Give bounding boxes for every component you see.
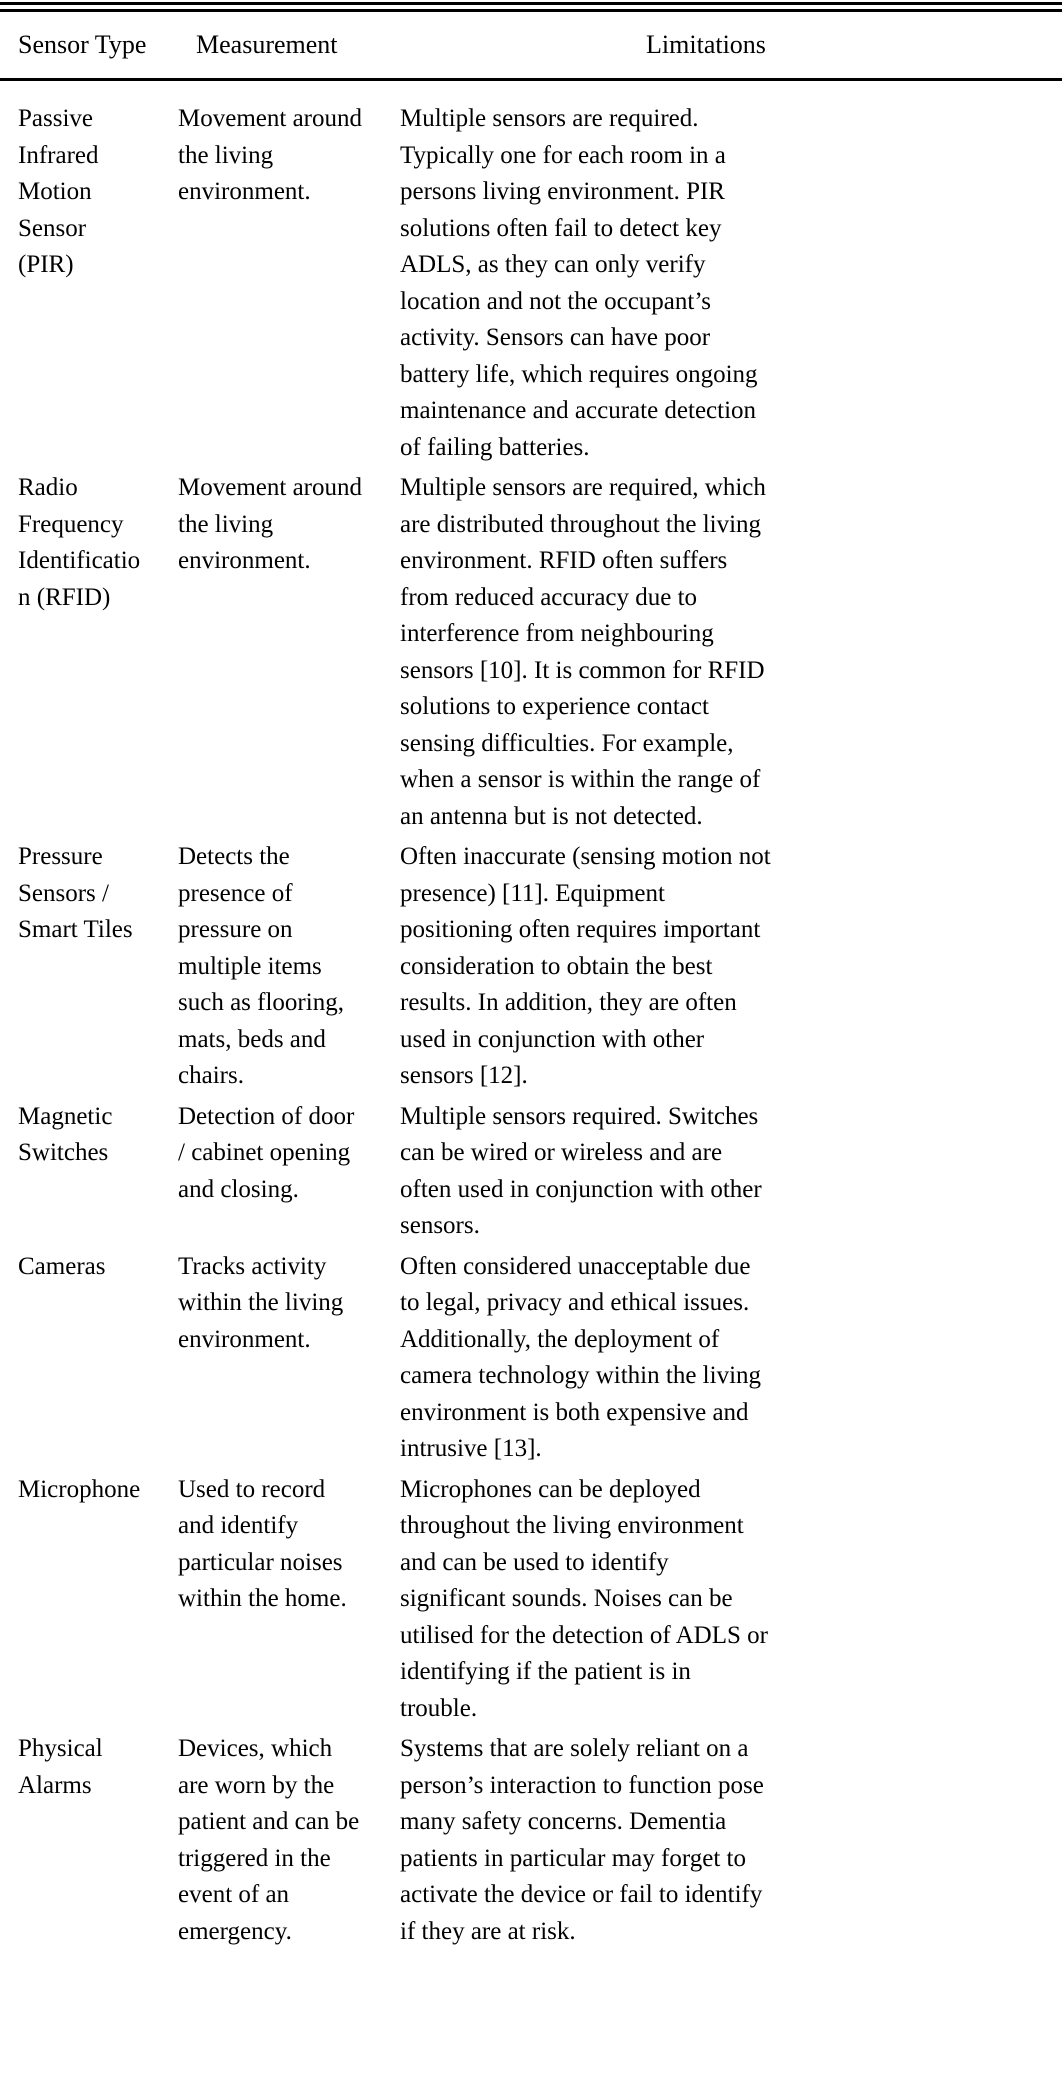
text-line: Detection of door (178, 1102, 355, 1130)
text-line: Multiple sensors are required. (400, 105, 699, 132)
text-line: often used in conjunction with other (400, 1175, 762, 1203)
text-line: particular noises (178, 1548, 343, 1576)
text-line: can be wired or wireless and are (400, 1139, 723, 1166)
table-top-rule (0, 2, 1062, 12)
text-line: environment. (178, 547, 311, 574)
text-line: ADLS, as they can only verify (400, 251, 706, 278)
text-line: chairs. (178, 1062, 244, 1089)
cell-sensor-type (18, 470, 178, 835)
cell-measurement (178, 101, 400, 466)
text-line: Multiple sensors are required, which (400, 474, 766, 501)
cell-sensor-type (18, 1099, 178, 1245)
cell-limitations (400, 1731, 1062, 1950)
text-line: environment. RFID often suffers (400, 547, 728, 574)
table-row (0, 1247, 1062, 1470)
text-line: solutions often fail to detect key (400, 214, 722, 242)
table-row (0, 99, 1062, 468)
text-line: within the living (178, 1289, 344, 1316)
text-line: maintenance and accurate detection (400, 397, 757, 424)
text-line: are distributed throughout the living (400, 510, 762, 538)
text-line: of failing batteries. (400, 433, 590, 461)
text-line: Detects the (178, 843, 290, 870)
cell-measurement (178, 839, 400, 1095)
text-line: Infrared (18, 141, 99, 169)
cell-sensor-type (18, 839, 178, 1095)
text-line: the living (178, 141, 274, 169)
text-line: significant sounds. Noises can be (400, 1585, 733, 1612)
text-line: Additionally, the deployment of (400, 1325, 720, 1353)
text-line: Passive (18, 105, 93, 132)
text-line: sensing difficulties. For example, (400, 729, 734, 757)
column-header-limitations: Limitations (646, 30, 766, 59)
text-line: Motion (18, 178, 92, 205)
text-line: Microphone (18, 1475, 141, 1503)
text-line: multiple items (178, 952, 322, 980)
text-line: activity. Sensors can have poor (400, 324, 711, 351)
text-line: presence of (178, 879, 293, 907)
text-line: consideration to obtain the best (400, 952, 713, 980)
cell-sensor-type (18, 101, 178, 466)
text-line: interference from neighbouring (400, 620, 714, 647)
table-header-row (0, 12, 1062, 78)
cell-sensor-type (18, 1731, 178, 1950)
text-line: battery life, which requires ongoing (400, 360, 758, 388)
text-line: (PIR) (18, 251, 74, 278)
text-line: Movement around (178, 105, 362, 132)
text-line: Sensors / (18, 879, 109, 907)
cell-limitations (400, 1472, 1062, 1728)
text-line: trouble. (400, 1694, 478, 1722)
text-line: Identificatio (18, 547, 141, 574)
cell-limitations (400, 470, 1062, 835)
text-line: from reduced accuracy due to (400, 583, 698, 611)
text-line: throughout the living environment (400, 1512, 744, 1539)
text-line: environment. (178, 1325, 311, 1353)
header-body-spacer (0, 81, 1062, 99)
text-line: Movement around (178, 474, 362, 501)
text-line: used in conjunction with other (400, 1025, 705, 1053)
text-line: Tracks activity (178, 1252, 327, 1280)
column-header-measurement: Measurement (196, 30, 338, 59)
cell-sensor-type (18, 1472, 178, 1728)
cell-measurement (178, 1249, 400, 1468)
text-line: presence) [11]. Equipment (400, 879, 665, 907)
text-line: emergency. (178, 1917, 292, 1945)
text-line: Sensor (18, 214, 87, 242)
text-line: event of an (178, 1881, 290, 1908)
table-row (0, 1097, 1062, 1247)
text-line: triggered in the (178, 1844, 331, 1872)
cell-measurement (178, 470, 400, 835)
text-line: within the home. (178, 1585, 347, 1612)
text-line: and closing. (178, 1175, 299, 1203)
text-line: sensors [10]. It is common for RFID (400, 656, 765, 684)
text-line: mats, beds and (178, 1025, 326, 1053)
text-line: Devices, which (178, 1735, 333, 1762)
sensor-comparison-table (0, 2, 1062, 1952)
text-line: Used to record (178, 1475, 326, 1503)
text-line: the living (178, 510, 274, 538)
text-line: results. In addition, they are often (400, 989, 737, 1016)
text-line: persons living environment. PIR (400, 178, 725, 205)
text-line: Magnetic (18, 1102, 113, 1130)
table-body (0, 99, 1062, 1952)
text-line: Switches (18, 1139, 109, 1166)
text-line: patient and can be (178, 1808, 360, 1835)
text-line: environment. (178, 178, 311, 205)
text-line: activate the device or fail to identify (400, 1881, 763, 1908)
text-line: patients in particular may forget to (400, 1844, 746, 1872)
text-line: such as flooring, (178, 989, 344, 1016)
text-line: Often inaccurate (sensing motion not (400, 843, 771, 870)
text-line: if they are at risk. (400, 1917, 576, 1945)
text-line: Typically one for each room in a (400, 141, 726, 169)
text-line: identifying if the patient is in (400, 1658, 691, 1685)
cell-sensor-type (18, 1249, 178, 1468)
text-line: n (RFID) (18, 583, 111, 611)
text-line: pressure on (178, 916, 293, 943)
text-line: environment is both expensive and (400, 1398, 749, 1426)
text-line: Often considered unacceptable due (400, 1252, 751, 1280)
text-line: and identify (178, 1512, 299, 1539)
table-row (0, 468, 1062, 837)
text-line: are worn by the (178, 1771, 335, 1799)
text-line: many safety concerns. Dementia (400, 1808, 727, 1835)
text-line: Microphones can be deployed (400, 1475, 701, 1503)
table-row (0, 1470, 1062, 1730)
text-line: solutions to experience contact (400, 693, 709, 720)
text-line: Systems that are solely reliant on a (400, 1735, 749, 1762)
cell-measurement (178, 1099, 400, 1245)
cell-limitations (400, 1249, 1062, 1468)
text-line: Smart Tiles (18, 916, 133, 943)
text-line: person’s interaction to function pose (400, 1771, 764, 1799)
text-line: Frequency (18, 510, 124, 538)
cell-limitations (400, 101, 1062, 466)
text-line: / cabinet opening (178, 1139, 351, 1166)
text-line: Alarms (18, 1771, 92, 1799)
text-line: and can be used to identify (400, 1548, 669, 1576)
text-line: Physical (18, 1735, 103, 1762)
cell-measurement (178, 1731, 400, 1950)
text-line: Multiple sensors required. Switches (400, 1102, 759, 1130)
text-line: to legal, privacy and ethical issues. (400, 1289, 750, 1316)
text-line: Cameras (18, 1252, 106, 1280)
text-line: location and not the occupant’s (400, 287, 712, 315)
cell-limitations (400, 1099, 1062, 1245)
cell-measurement (178, 1472, 400, 1728)
cell-limitations (400, 839, 1062, 1095)
text-line: Radio (18, 474, 78, 501)
text-line: positioning often requires important (400, 916, 761, 943)
text-line: when a sensor is within the range of (400, 766, 761, 793)
table-row (0, 837, 1062, 1097)
text-line: an antenna but is not detected. (400, 802, 703, 830)
text-line: Pressure (18, 843, 103, 870)
text-line: sensors [12]. (400, 1062, 528, 1089)
text-line: intrusive [13]. (400, 1435, 542, 1462)
column-header-sensor-type: Sensor Type (18, 30, 147, 59)
table-row (0, 1729, 1062, 1952)
text-line: camera technology within the living (400, 1362, 762, 1389)
text-line: sensors. (400, 1212, 480, 1239)
text-line: utilised for the detection of ADLS or (400, 1621, 768, 1649)
